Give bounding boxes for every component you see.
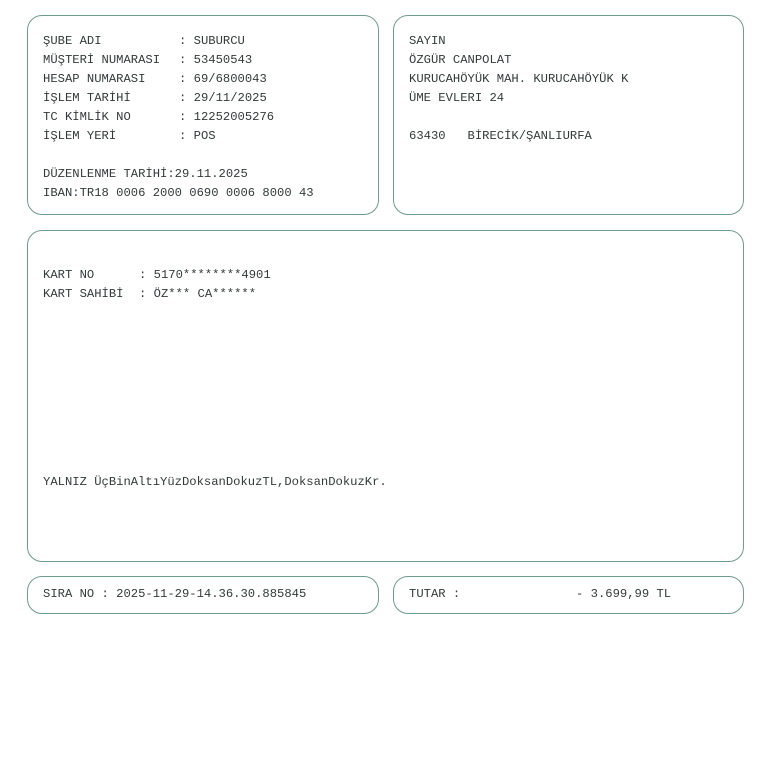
card-holder-label: KART SAHİBİ xyxy=(43,287,124,301)
national-id-value: : 12252005276 xyxy=(179,110,275,124)
card-holder-row xyxy=(43,287,256,301)
account-number-label: HESAP NUMARASI xyxy=(43,72,146,86)
national-id-row xyxy=(43,110,274,124)
transaction-place-value: : POS xyxy=(179,129,216,143)
account-number-row xyxy=(43,72,267,86)
total-amount: - 3.699,99 TL xyxy=(576,587,672,601)
account-info-panel xyxy=(27,15,379,215)
branch-value: : SUBURCU xyxy=(179,34,245,48)
address-line-1: KURUCAHÖYÜK MAH. KURUCAHÖYÜK K xyxy=(409,72,629,86)
transaction-date-row xyxy=(43,91,267,105)
recipient-address-panel xyxy=(393,15,744,215)
iban: IBAN:TR18 0006 2000 0690 0006 8000 43 xyxy=(43,186,314,200)
transaction-date-value: : 29/11/2025 xyxy=(179,91,267,105)
salutation: SAYIN xyxy=(409,34,446,48)
card-number-value: : 5170********4901 xyxy=(139,268,271,282)
national-id-label: TC KİMLİK NO xyxy=(43,110,131,124)
branch-label: ŞUBE ADI xyxy=(43,34,102,48)
account-number-value: : 69/6800043 xyxy=(179,72,267,86)
customer-number-value: : 53450543 xyxy=(179,53,253,67)
recipient-name: ÖZGÜR CANPOLAT xyxy=(409,53,512,67)
total-label: TUTAR : xyxy=(409,587,461,601)
address-line-2: ÜME EVLERI 24 xyxy=(409,91,505,105)
total-panel xyxy=(393,576,744,614)
customer-number-row xyxy=(43,53,252,67)
card-holder-value: : ÖZ*** CA****** xyxy=(139,287,257,301)
issue-date: DÜZENLENME TARİHİ:29.11.2025 xyxy=(43,167,248,181)
postal-city: 63430 BİRECİK/ŞANLIURFA xyxy=(409,129,592,143)
transaction-place-label: İŞLEM YERİ xyxy=(43,129,117,143)
sequence-panel xyxy=(27,576,379,614)
card-number-label: KART NO xyxy=(43,268,95,282)
card-details-panel xyxy=(27,230,744,562)
sequence-number: SIRA NO : 2025-11-29-14.36.30.885845 xyxy=(43,587,307,601)
amount-in-words: YALNIZ ÜçBinAltıYüzDoksanDokuzTL,DoksanDokuzKr. xyxy=(43,475,387,489)
transaction-place-row xyxy=(43,129,216,143)
transaction-date-label: İŞLEM TARİHİ xyxy=(43,91,131,105)
branch-row xyxy=(43,34,245,48)
card-number-row xyxy=(43,268,271,282)
customer-number-label: MÜŞTERİ NUMARASI xyxy=(43,53,161,67)
